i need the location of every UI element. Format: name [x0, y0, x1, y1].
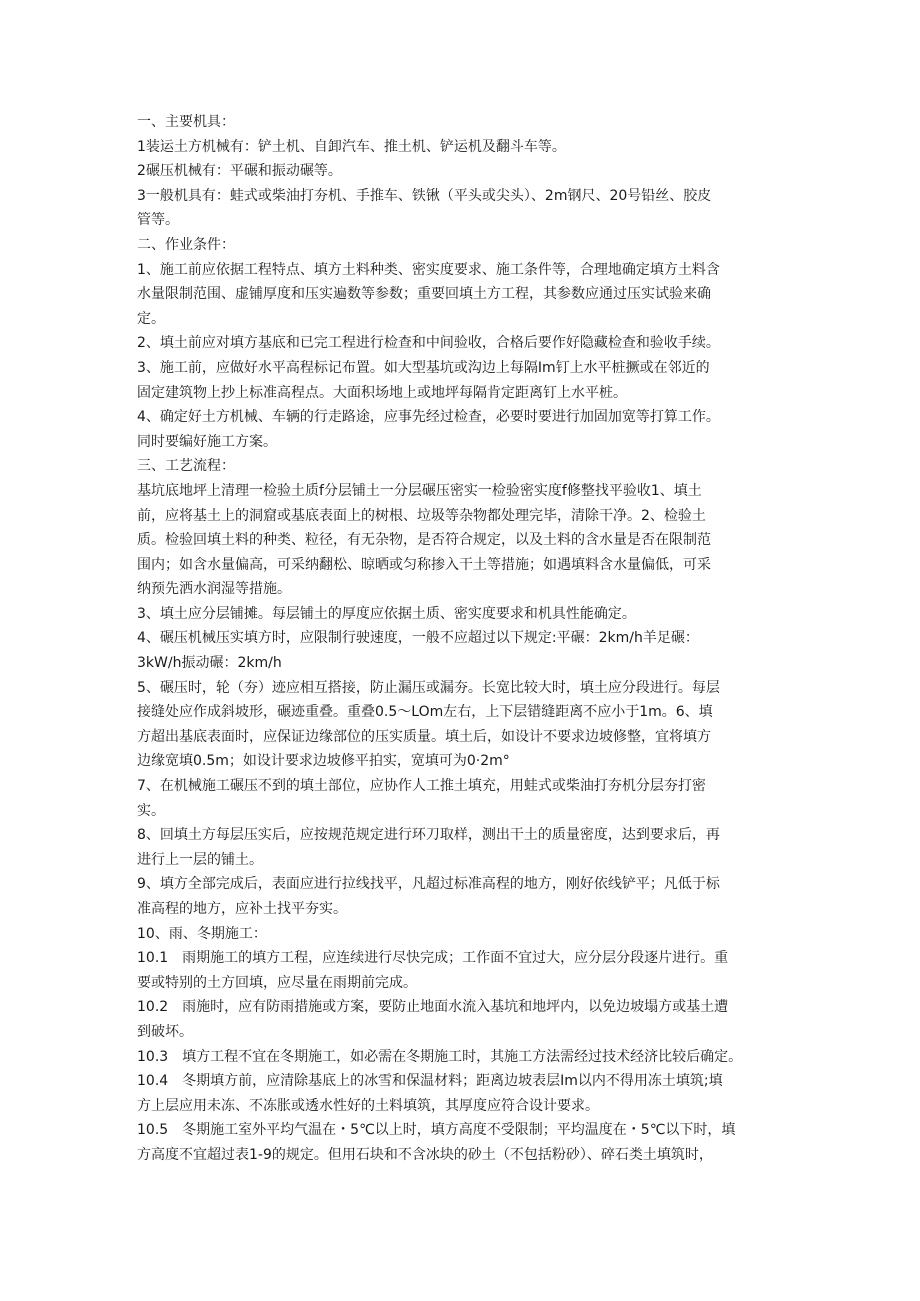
- text-line: 到破坏。: [137, 1023, 193, 1040]
- text-line: 固定建筑物上抄上标准高程点。大面积场地上或地坪每隔肯定距离钉上水平桩。: [137, 384, 627, 401]
- text-line: 方上层应用未冻、不冻胀或透水性好的土料填筑，其厚度应符合设计要求。: [137, 1097, 599, 1114]
- text-line: 4、碾压机械压实填方时，应限制行驶速度，一般不应超过以下规定:平碾：2km∕h羊足碾：: [137, 630, 699, 647]
- text-line: 质。检验回填土料的种类、粒径，有无杂物，是否符合规定，以及土料的含水量是否在限制范: [137, 532, 711, 549]
- text-line: 一、主要机具：: [137, 114, 235, 130]
- text-line: 3、施工前，应做好水平高程标记布置。如大型基坑或沟边上每隔Im钉上水平桩撅或在邻近的: [137, 359, 710, 376]
- text-line: 水量限制范围、虚铺厚度和压实遍数等参数；重要回填土方工程，其参数应通过压实试验来确: [137, 286, 711, 303]
- text-line: 接缝处应作成斜坡形，碾迹重叠。重叠0.5～LOm左右，上下层错缝距离不应小于1m。6、填: [137, 704, 713, 721]
- text-line: 4、确定好土方机械、车辆的行走路途，应事先经过检查，必要时要进行加固加宽等打算工作。: [137, 409, 720, 426]
- text-line: 10.1 雨期施工的填方工程，应连续进行尽快完成；工作面不宜过大，应分层分段逐片进行。重: [137, 950, 729, 967]
- text-line: 2碾压机械有：平碾和振动碾等。: [137, 163, 342, 180]
- text-line: 1装运土方机械有：铲土机、自卸汽车、推土机、铲运机及翻斗车等。: [137, 138, 566, 155]
- text-line: 定。: [137, 310, 165, 327]
- text-line: 二、作业条件：: [137, 236, 235, 253]
- text-line: 进行上一层的铺土。: [137, 851, 263, 868]
- text-line: 准高程的地方，应补土找平夯实。: [137, 901, 347, 917]
- text-line: 7、在机械施工碾压不到的填土部位，应协作人工推土填充，用蛙式或柴油打夯机分层夯打密: [137, 778, 706, 795]
- text-line: 实。: [137, 802, 165, 819]
- text-line: 3kW∕h振动碾：2km∕h: [137, 655, 282, 672]
- text-line: 9、填方全部完成后，表面应进行拉线找平，凡超过标准高程的地方，刚好依线铲平；凡低于标: [137, 876, 720, 893]
- text-line: 管等。: [137, 212, 179, 229]
- text-line: 方超出基底表面时，应保证边缘部位的压实质量。填土后，如设计不要求边坡修整，宜将填方: [137, 728, 711, 745]
- text-line: 10.2 雨施时，应有防雨措施或方案，要防止地面水流入基坑和地坪内，以免边坡塌方或基土遭: [137, 999, 729, 1016]
- text-line: 同时要编好施工方案。: [137, 433, 277, 450]
- text-line: 三、工艺流程：: [137, 458, 235, 475]
- text-line: 10.3 填方工程不宜在冬期施工，如必需在冬期施工时，其施工方法需经过技术经济比较后确定。: [137, 1048, 743, 1065]
- text-line: 3、填土应分层铺摊。每层铺土的厚度应依据土质、密实度要求和机具性能确定。: [137, 605, 636, 622]
- text-line: 前，应将基土上的洞窟或基底表面上的树根、垃圾等杂物都处理完毕，清除干净。2、检验土: [137, 507, 706, 524]
- text-line: 边缘宽填0.5m；如设计要求边坡修平拍实，宽填可为0·2m°: [137, 753, 510, 770]
- text-line: 8、回填土方每层压实后，应按规范规定进行环刀取样，测出干土的质量密度，达到要求后，再: [137, 827, 720, 844]
- text-line: 10.5 冬期施工室外平均气温在・5℃以上时，填方高度不受限制；平均温度在・5℃以下时，填: [137, 1122, 736, 1139]
- text-line: 方高度不宜超过表1-9的规定。但用石块和不含冰块的砂土（不包括粉砂）、碎石类土填筑时，: [137, 1146, 713, 1163]
- text-line: 5、碾压时，轮（夯）迹应相互搭接，防止漏压或漏夯。长宽比较大时，填土应分段进行。每层: [137, 679, 720, 696]
- text-line: 10.4 冬期填方前，应清除基底上的冰雪和保温材料；距离边坡表层Im以内不得用冻土填筑;填: [137, 1073, 723, 1090]
- text-line: 2、填土前应对填方基底和已完工程进行检查和中间验收，合格后要作好隐藏检查和验收手续。: [137, 335, 720, 352]
- text-line: 1、施工前应依据工程特点、填方土料种类、密实度要求、施工条件等，合理地确定填方土料含: [137, 261, 720, 278]
- text-line: 3一般机具有：蛙式或柴油打夯机、手推车、铁锹（平头或尖头）、2m钢尺、20号铅丝、胶皮: [137, 187, 712, 204]
- text-line: 基坑底地坪上清理一检验土质f分层铺土一分层碾压密实一检验密实度f修整找平验收1、填土: [137, 482, 702, 499]
- text-line: 纳预先洒水润湿等措施。: [137, 581, 291, 598]
- text-line: 10、雨、冬期施工：: [137, 925, 267, 942]
- document-body: [137, 110, 797, 1168]
- text-line: 要或特别的土方回填，应尽量在雨期前完成。: [137, 974, 417, 991]
- text-line: 围内；如含水量偏高，可采纳翻松、晾晒或匀称掺入干土等措施；如遇填料含水量偏低，可采: [137, 556, 711, 573]
